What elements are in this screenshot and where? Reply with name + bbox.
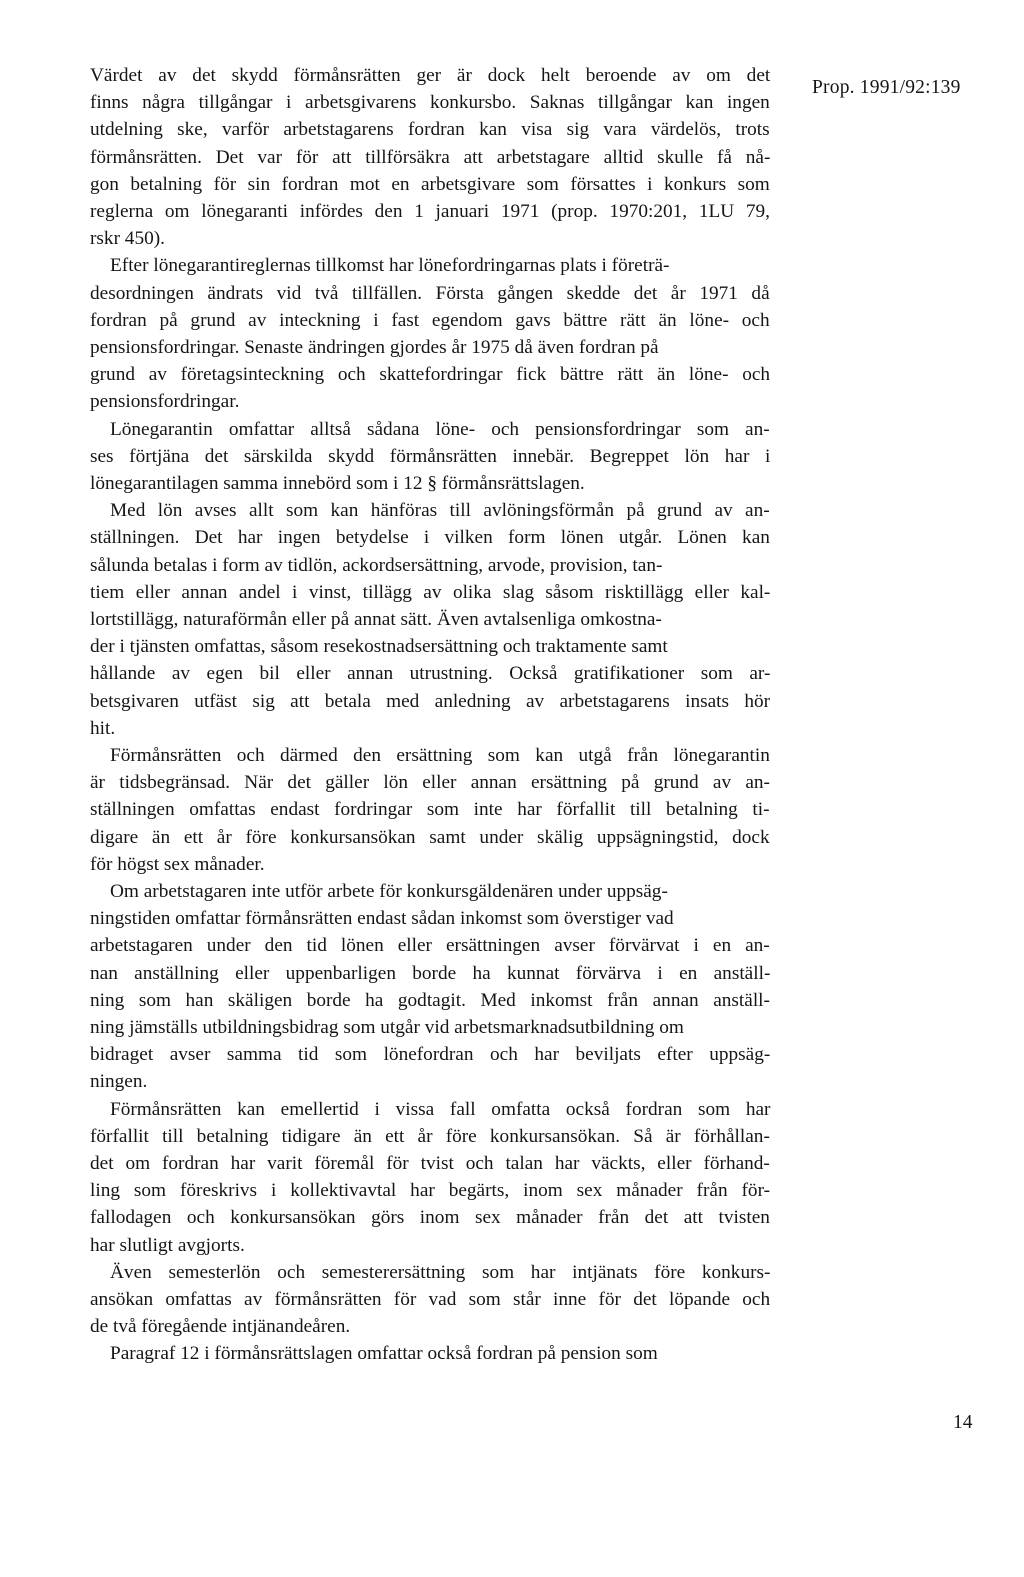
text-line: är tidsbegränsad. När det gäller lön eller annan ersättning på grund av an- (90, 772, 770, 794)
text-line: gon betalning för sin fordran mot en arbetsgivare som försattes i konkurs som (90, 173, 770, 195)
text-line: fordran på grund av inteckning i fast egendom gavs bättre rätt än löne- och (90, 309, 770, 331)
text-line: ningen. (90, 1071, 148, 1093)
text-line: ningstiden omfattar förmånsrätten endast sådan inkomst som överstiger vad (90, 908, 674, 930)
text-line: pensionsfordringar. (90, 391, 240, 413)
text-line: grund av företagsinteckning och skattefordringar fick bättre rätt än löne- och (90, 364, 771, 386)
text-line: Förmånsrätten kan emellertid i vissa fall omfatta också fordran som har (110, 1098, 771, 1120)
text-line: hållande av egen bil eller annan utrustning. Också gratifikationer som ar- (90, 663, 771, 685)
text-line: Efter lönegarantireglernas tillkomst har lönefordringarnas plats i företrä- (110, 255, 670, 277)
page-number: 14 (953, 1412, 973, 1433)
text-line: lönegarantilagen samma innebörd som i 12 § förmånsrättslagen. (90, 473, 585, 494)
text-line: tiem eller annan andel i vinst, tillägg av olika slag såsom risktillägg eller kal- (90, 581, 771, 603)
text-line: der i tjänsten omfattas, såsom resekostnadsersättning och traktamente samt (90, 636, 668, 658)
text-line: hit. (90, 717, 116, 739)
text-line: ställningen. Det har ingen betydelse i vilken form lönen utgår. Lönen kan (90, 527, 770, 549)
text-line: Värdet av det skydd förmånsrätten ger är dock helt beroende av om det (90, 65, 771, 86)
text-line: ling som föreskrivs i kollektivavtal har begärts, inom sex månader från för- (90, 1180, 771, 1202)
text-line: utdelning ske, varför arbetstagarens fordran kan visa sig vara värdelös, trots (90, 119, 770, 141)
text-line: digare än ett år före konkursansökan samt under skälig uppsägningstid, dock (90, 826, 770, 848)
text-line: rskr 450). (90, 228, 165, 250)
text-line: har slutligt avgjorts. (90, 1234, 245, 1256)
text-line: sålunda betalas i form av tidlön, ackordsersättning, arvode, provision, tan- (90, 554, 663, 576)
text-line: desordningen ändrats vid två tillfällen. Första gången skedde det år 1971 då (90, 282, 770, 304)
text-line: Lönegarantin omfattar alltså sådana löne- och pensionsfordringar som an- (110, 418, 770, 440)
text-line: Paragraf 12 i förmånsrättslagen omfattar också fordran på pension som (110, 1343, 658, 1365)
text-line: Förmånsrätten och därmed den ersättning som kan utgå från lönegarantin (110, 745, 770, 766)
text-line: förmånsrätten. Det var för att tillförsäkra att arbetstagare alltid skulle få nå- (90, 146, 771, 168)
text-line: fallodagen och konkursansökan görs inom sex månader från det att tvisten (90, 1207, 770, 1229)
text-line: lortstillägg, naturaförmån eller på annat sätt. Även avtalsenliga omkostna- (90, 609, 662, 630)
text-line: ses förtjäna det särskilda skydd förmånsrätten innebär. Begreppet lön har i (90, 445, 771, 467)
text-line: ansökan omfattas av förmånsrätten för vad som står inne för det löpande och (90, 1289, 771, 1310)
text-line: Om arbetstagaren inte utför arbete för konkursgäldenären under uppsäg- (110, 881, 668, 902)
text-line: reglerna om lönegaranti infördes den 1 januari 1971 (prop. 1970:201, 1LU 79, (90, 201, 770, 222)
text-line: ning som han skäligen borde ha godtagit. Med inkomst från annan anställ- (90, 989, 770, 1011)
text-line: nan anställning eller uppenbarligen borde ha kunnat förvärva i en anställ- (90, 962, 771, 984)
text-line: ställningen omfattas endast fordringar som inte har förfallit till betalning ti- (90, 799, 770, 821)
text-line: ning jämställs utbildningsbidrag som utgår vid arbetsmarknadsutbildning om (90, 1017, 684, 1038)
text-line: Även semesterlön och semesterersättning som har intjänats före konkurs- (110, 1261, 771, 1283)
text-line: det om fordran har varit föremål för tvist och talan har väckts, eller förhand- (90, 1153, 770, 1174)
text-line: betsgivaren utfäst sig att betala med anledning av arbetstagarens insats hör (90, 690, 771, 712)
text-line: pensionsfordringar. Senaste ändringen gjordes år 1975 då även fordran på (90, 337, 659, 358)
text-line: förfallit till betalning tidigare än ett år före konkursansökan. Så är förhållan- (90, 1125, 770, 1147)
text-line: bidraget avser samma tid som lönefordran och har beviljats efter uppsäg- (90, 1044, 771, 1066)
text-line: för högst sex månader. (90, 853, 265, 875)
text-line: Med lön avses allt som kan hänföras till avlöningsförmån på grund av an- (110, 500, 770, 522)
text-line: de två föregående intjänandeåren. (90, 1316, 351, 1338)
running-head: Prop. 1991/92:139 (812, 77, 961, 98)
text-line: finns några tillgångar i arbetsgivarens konkursbo. Saknas tillgångar kan ingen (90, 92, 770, 114)
text-line: arbetstagaren under den tid lönen eller ersättningen avser förvärvat i en an- (90, 935, 770, 957)
